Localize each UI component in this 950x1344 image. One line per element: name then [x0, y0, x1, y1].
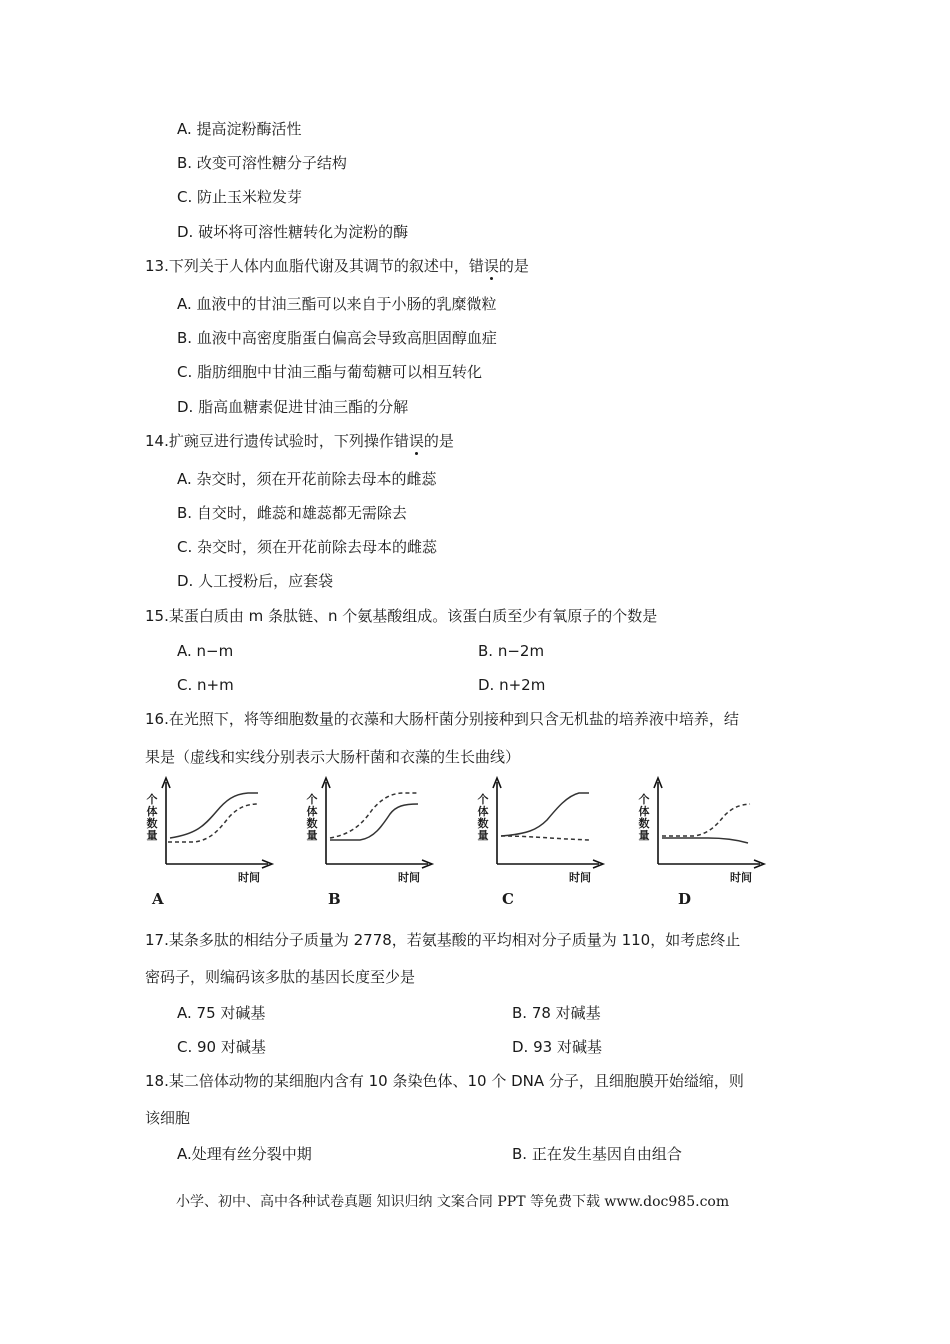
- q18-option-a: A.处理有丝分裂中期: [177, 1145, 312, 1163]
- q15-stem: 15.某蛋白质由 m 条肽链、n 个氨基酸组成。该蛋白质至少有氧原子的个数是: [145, 607, 658, 625]
- q13-stem: [145, 256, 529, 276]
- q17-stem-line1: 17.某条多肽的相结分子质量为 2778，若氨基酸的平均相对分子质量为 110，如考虑终止: [145, 931, 741, 949]
- q13-stem-suffix: 的是: [498, 257, 529, 275]
- graph-c-plot: [477, 772, 602, 882]
- graph-a-xlabel: 时间: [238, 871, 260, 884]
- q16-stem-line1: 16.在光照下，将等细胞数量的衣藻和大肠杆菌分别接种到只含无机盐的培养液中培养，结: [145, 710, 739, 728]
- q17-option-b: B. 78 对碱基: [512, 1004, 601, 1022]
- q18-stem-line2: 该细胞: [145, 1109, 191, 1127]
- page-footer: 小学、初中、高中各种试卷真题 知识归纳 文案合同 PPT 等免费下载 www.doc985.com: [176, 1194, 730, 1210]
- q14-option-a: A. 杂交时，须在开花前除去母本的雌蕊: [177, 470, 437, 488]
- q14-emph-2: 误: [408, 432, 424, 450]
- q14-option-c: C. 杂交时，须在开花前除去母本的雌蕊: [177, 538, 438, 556]
- graph-b-label: B: [328, 890, 341, 908]
- graph-d-dashed-curve: [662, 804, 750, 836]
- q13-option-c: C. 脂肪细胞中甘油三酯与葡萄糖可以相互转化: [177, 363, 483, 381]
- q15-option-d: D. n+2m: [478, 676, 546, 694]
- graph-c-dashed-curve: [501, 836, 589, 840]
- graph-a: [146, 772, 271, 912]
- q14-option-d: D. 人工授粉后，应套袋: [177, 572, 334, 590]
- q15-option-b: B. n−2m: [478, 642, 545, 660]
- graph-b-dashed-curve: [330, 793, 418, 838]
- graph-d-label: D: [678, 890, 692, 908]
- graph-d-solid-curve: [662, 838, 748, 843]
- graph-c-ylabel: 个体数量: [477, 793, 489, 842]
- q12-option-c: C. 防止玉米粒发芽: [177, 188, 303, 206]
- graph-d-xlabel: 时间: [730, 871, 752, 884]
- q14-stem-suffix: 的是: [423, 432, 454, 450]
- graph-c-solid-curve: [501, 793, 589, 836]
- q12-option-a: A. 提高淀粉酶活性: [177, 120, 302, 138]
- graph-b-xlabel: 时间: [398, 871, 420, 884]
- q13-stem-prefix: 13.下列关于人体内血脂代谢及其调节的叙述中，: [145, 257, 469, 275]
- graph-a-ylabel: 个体数量: [146, 793, 158, 842]
- graph-d-ylabel: 个体数量: [638, 793, 650, 842]
- graph-b-ylabel: 个体数量: [306, 793, 318, 842]
- q13-emph-1: 错: [468, 257, 484, 275]
- graph-c-label: C: [502, 890, 514, 908]
- q13-option-a: A. 血液中的甘油三酯可以来自于小肠的乳糜微粒: [177, 295, 497, 313]
- graph-a-label: A: [152, 890, 164, 908]
- graph-b-solid-curve: [330, 804, 418, 840]
- graph-a-solid-curve: [170, 793, 258, 838]
- q17-option-a: A. 75 对碱基: [177, 1004, 266, 1022]
- graph-b: [306, 772, 431, 912]
- q12-option-d: D. 破坏将可溶性糖转化为淀粉的酶: [177, 223, 409, 241]
- q14-option-b: B. 自交时，雌蕊和雄蕊都无需除去: [177, 504, 407, 522]
- graph-d: [638, 772, 763, 912]
- q16-stem-line2: 果是（虚线和实线分别表示大肠杆菌和衣藻的生长曲线）: [145, 748, 521, 766]
- graph-c: [477, 772, 602, 912]
- q12-option-b: B. 改变可溶性糖分子结构: [177, 154, 347, 172]
- graph-b-plot: [306, 772, 431, 882]
- graph-d-plot: [638, 772, 763, 882]
- q14-stem-prefix: 14.扩豌豆进行遗传试验时，下列操作: [145, 432, 394, 450]
- graph-a-plot: [146, 772, 271, 882]
- q15-option-a: A. n−m: [177, 642, 234, 660]
- q17-stem-line2: 密码子，则编码该多肽的基因长度至少是: [145, 968, 416, 986]
- q13-emph-2: 误: [483, 257, 499, 275]
- q17-option-c: C. 90 对碱基: [177, 1038, 266, 1056]
- q14-emph-1: 错: [393, 432, 409, 450]
- graph-c-xlabel: 时间: [569, 871, 591, 884]
- q13-option-b: B. 血液中高密度脂蛋白偏高会导致高胆固醇血症: [177, 329, 497, 347]
- q14-stem: [145, 431, 454, 451]
- q18-option-b: B. 正在发生基因自由组合: [512, 1145, 682, 1163]
- q17-option-d: D. 93 对碱基: [512, 1038, 602, 1056]
- q18-stem-line1: 18.某二倍体动物的某细胞内含有 10 条染色体、10 个 DNA 分子，且细胞膜开始缢缩，则: [145, 1072, 744, 1090]
- q13-option-d: D. 脂高血糖素促进甘油三酯的分解: [177, 398, 409, 416]
- q15-option-c: C. n+m: [177, 676, 234, 694]
